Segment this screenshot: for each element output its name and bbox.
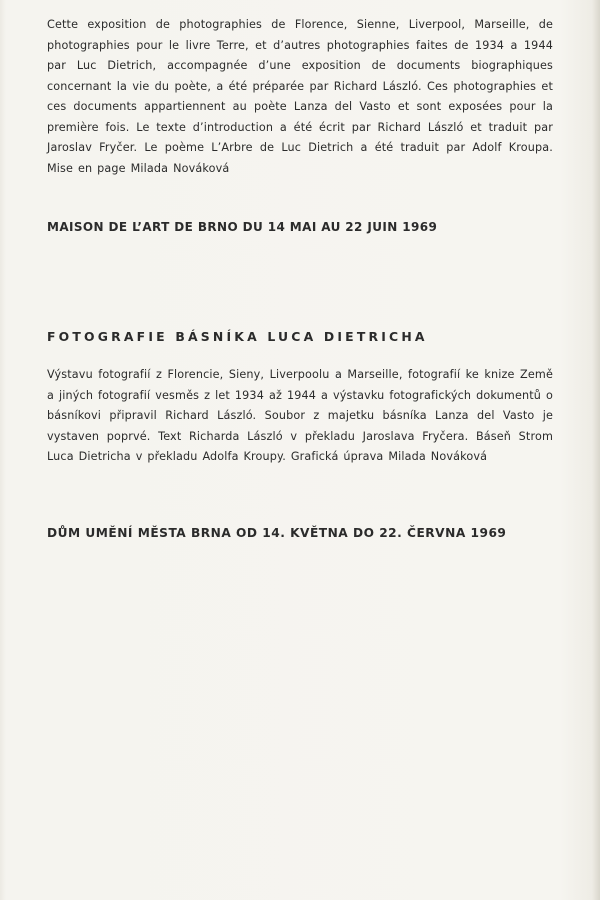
czech-venue-line: DŮM UMĚNÍ MĚSTA BRNA OD 14. KVĚTNA DO 22. ČERVNA 1969 — [47, 526, 507, 540]
french-paragraph: Cette exposition de photographies de Florence, Sienne, Liverpool, Marseille, de photographies pour le livre Terre, et d’autres photographies faites de 1934 a 1944 par Luc Dietrich, accompagnée d’une exposition de documents biographiques concernant la vie du poète, a été préparée par Richard László. Ces photographies et ces documents appartiennent au poète Lanza del Vasto et sont exposées pour la première fois. Le texte d’introduction a été écrit par Richard László et traduit par Jaroslav Fryčer. Le poème L’Arbre de Luc Dietrich a été traduit par Adolf Kroupa. Mise en page Milada Nováková — [47, 18, 553, 175]
czech-title: FOTOGRAFIE BÁSNÍKA LUCA DIETRICHA — [47, 329, 428, 344]
french-venue-line: MAISON DE L’ART DE BRNO DU 14 MAI AU 22 JUIN 1969 — [47, 220, 438, 234]
czech-paragraph: Výstavu fotografií z Florencie, Sieny, Liverpoolu a Marseille, fotografií ke knize Země a jiných fotografií vesměs z let 1934 až 1944 a výstavku fotografických dokumentů o básníkovi připravil Richard László. Soubor z majetku básníka Lanza del Vasto je vystaven poprvé. Text Richarda László v překladu Jaroslava Fryčera. Báseň Strom Luca Dietricha v překladu Adolfa Kroupy. Grafická úprava Milada Nováková — [47, 368, 553, 463]
